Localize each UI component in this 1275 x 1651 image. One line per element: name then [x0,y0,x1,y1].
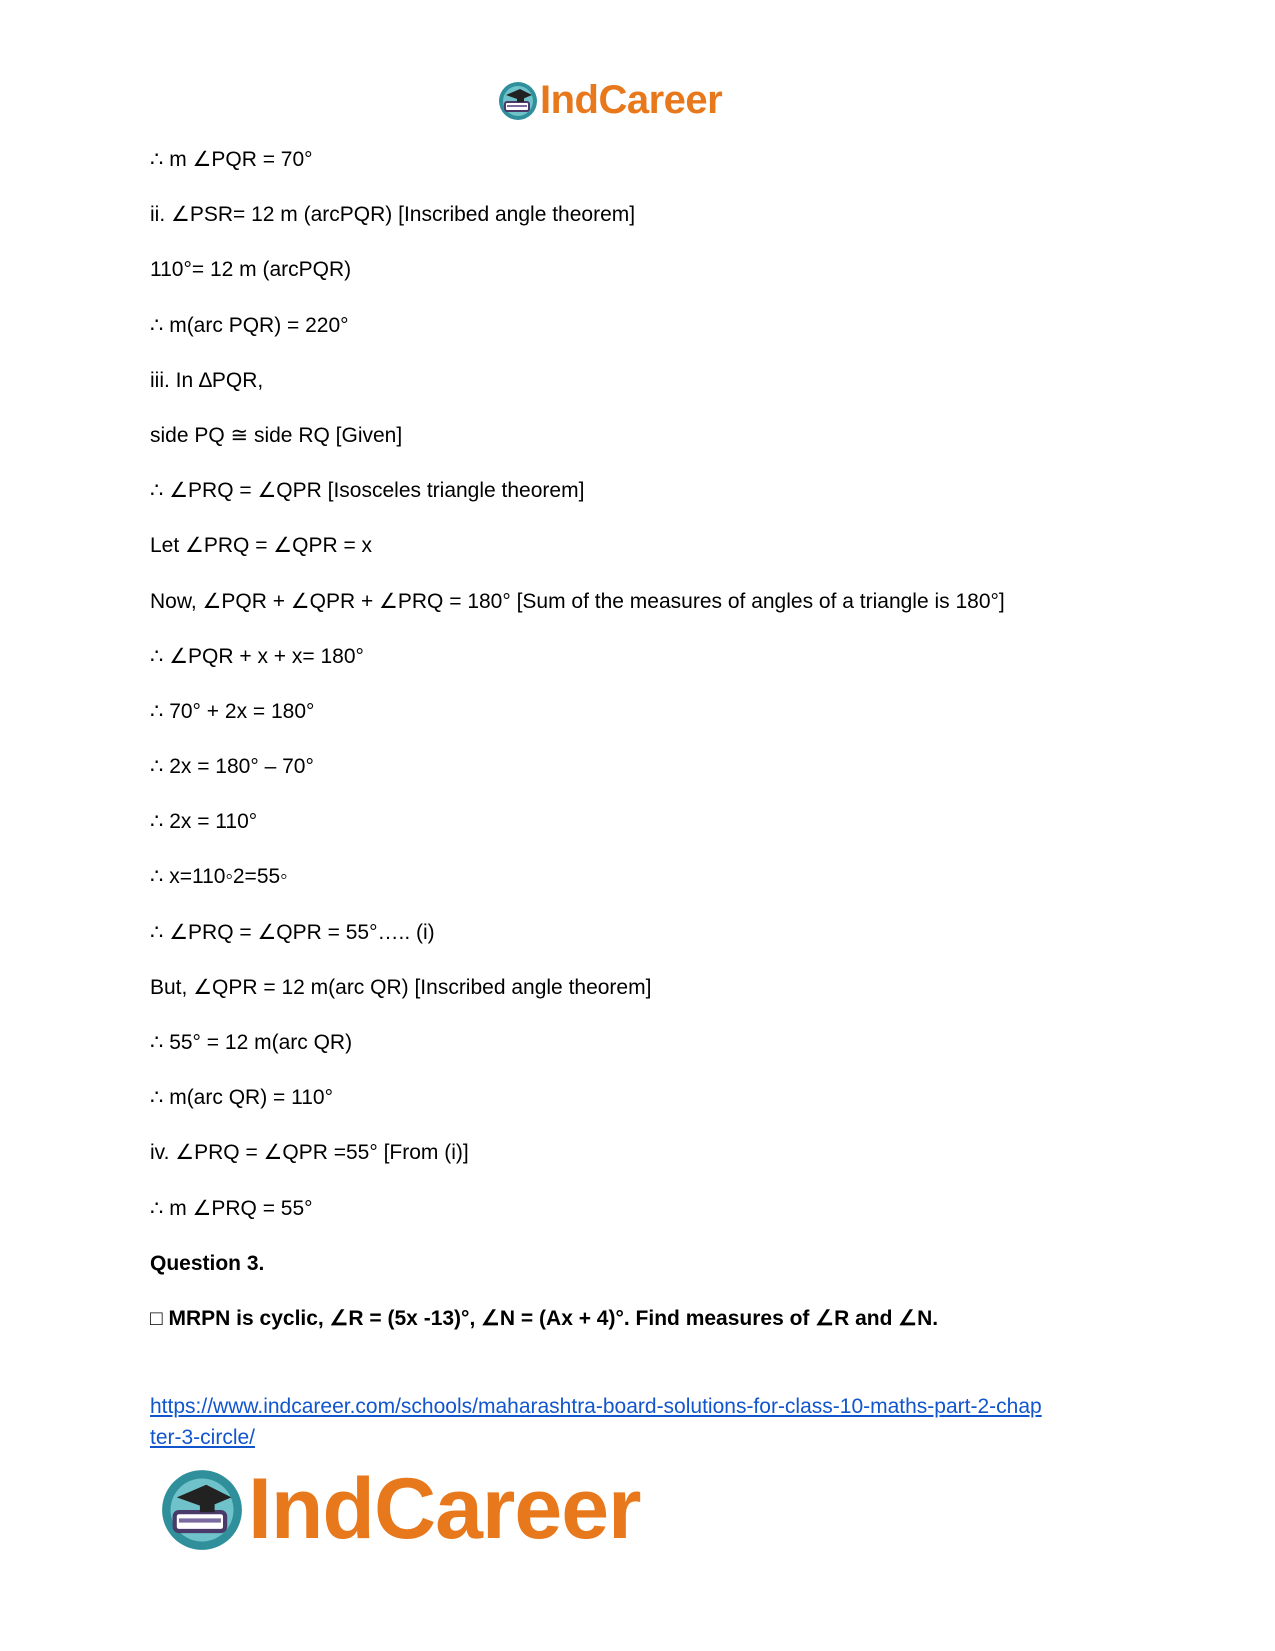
text-line: ∴ 2x = 180° – 70° [150,755,314,779]
text-line: ∴ m ∠PQR = 70° [150,148,313,171]
text-line: ∴ 70° + 2x = 180° [150,699,315,723]
text-line: side PQ ≅ side RQ [Given] [150,423,403,447]
logo-wordmark: IndCareer [540,78,723,122]
text-line: ∴ ∠PRQ = ∠QPR = 55°….. (i) [150,920,435,944]
text-line: ∴ 2x = 110° [150,810,258,834]
text-line: ∴ x=110◦2=55◦ [150,865,288,889]
question-text: □ MRPN is cyclic, ∠R = (5x -13)°, ∠N = (Ax + 4)°. Find measures of ∠R and ∠N. [150,1306,939,1330]
text-line: But, ∠QPR = 12 m(arc QR) [Inscribed angle theorem] [150,975,652,999]
text-line: Let ∠PRQ = ∠QPR = x [150,534,373,558]
footer-logo [160,1460,641,1559]
graduation-book-icon [498,81,538,121]
text-line: Now, ∠PQR + ∠QPR + ∠PRQ = 180° [Sum of the measures of angles of a triangle is 180°] [150,589,1005,613]
header-logo [498,78,722,123]
source-link-line-1[interactable]: https://www.indcareer.com/schools/maharashtra-board-solutions-for-class-10-maths-part-2-chap [150,1395,1042,1418]
text-line: ∴ ∠PRQ = ∠QPR [Isosceles triangle theorem] [150,479,585,503]
text-line: iii. In ∆PQR, [150,368,264,392]
logo-wordmark: IndCareer [248,1461,641,1557]
source-link-line-2[interactable]: ter-3-circle/ [150,1426,256,1449]
text-line: ∴ m(arc QR) = 110° [150,1086,333,1110]
text-line: ii. ∠PSR= 12 m (arcPQR) [Inscribed angle theorem] [150,203,636,227]
text-line: 110°= 12 m (arcPQR) [150,258,352,282]
text-line: ∴ m ∠PRQ = 55° [150,1196,313,1220]
text-line: ∴ 55° = 12 m(arc QR) [150,1031,353,1054]
text-line: ∴ ∠PQR + x + x= 180° [150,644,364,668]
text-line: ∴ m(arc PQR) = 220° [150,313,349,337]
question-title: Question 3. [150,1251,265,1275]
document-body [150,146,1150,1360]
graduation-book-icon [160,1468,244,1552]
source-link[interactable] [150,1391,1130,1453]
text-line: iv. ∠PRQ = ∠QPR =55° [From (i)] [150,1141,469,1165]
